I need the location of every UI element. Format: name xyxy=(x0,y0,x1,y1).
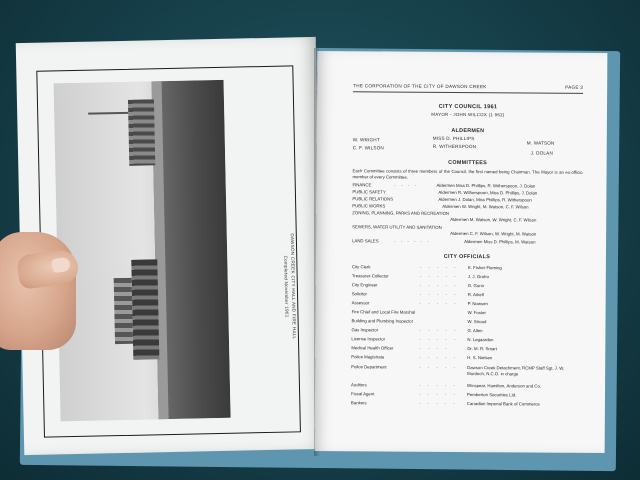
leader-dots: - - - - - xyxy=(418,400,458,406)
header-title: THE CORPORATION OF THE CITY OF DAWSON CREEK xyxy=(353,83,487,90)
committee-name: LAND SALES xyxy=(352,238,379,244)
official-role: Solicitor xyxy=(351,291,368,297)
official-row xyxy=(350,391,583,398)
official-row xyxy=(351,300,584,307)
official-name: W. Foster xyxy=(467,310,486,316)
official-name: J. J. Groho xyxy=(467,274,489,280)
official-role: Fire Chief and Local Fire Marshal xyxy=(351,309,416,315)
official-name: Canadian Imperial Bank of Commerce xyxy=(466,401,540,407)
alderman-name: R. WITHERSPOON xyxy=(432,143,477,150)
official-row xyxy=(350,400,583,407)
leader-dots: - - - - - xyxy=(419,273,459,279)
official-role: Fiscal Agent xyxy=(350,391,375,397)
photo-building-main xyxy=(131,259,159,360)
official-name: W. Stroud xyxy=(467,319,487,325)
official-row xyxy=(351,364,583,376)
leader-dots: - - - - - xyxy=(419,382,459,388)
leader-dots: - - - - - xyxy=(419,264,459,270)
page-number: PAGE 3 xyxy=(565,84,584,90)
committee-members: Aldermen R. Witherspoon, Miss D. Phillips, J. Dolan xyxy=(438,189,538,196)
official-row xyxy=(351,282,584,289)
official-name: P. Nowsen xyxy=(467,301,488,307)
committee-name: PUBLIC RELATIONS xyxy=(352,196,394,202)
hand xyxy=(0,232,76,350)
page-header xyxy=(353,81,583,94)
alderman-name: M. WATSON xyxy=(526,140,555,146)
official-name: G. Gunn xyxy=(467,283,485,289)
leader-dots: - - - - - xyxy=(419,354,459,360)
aldermen-title: ALDERMEN xyxy=(451,127,485,135)
official-name: Winspear, Hamilton, Anderson and Co. xyxy=(467,383,542,389)
official-name: G. Allen xyxy=(467,328,483,334)
official-row xyxy=(351,345,583,352)
official-role: City Clerk xyxy=(351,264,371,270)
leader-dots: - - - - - xyxy=(418,391,458,397)
official-role: Gas Inspector xyxy=(351,327,379,333)
city-hall-photo xyxy=(54,80,231,421)
official-name: H. S. Nielsen xyxy=(467,355,493,361)
committee-members: Aldermen J. Dolan, Miss Phillips, R. Witherspoon xyxy=(438,196,532,203)
committees-title: COMMITTEES xyxy=(448,159,488,167)
committee-name: SEWERS, WATER UTILITY AND SANITATION xyxy=(352,224,442,230)
official-name: R. Arkell xyxy=(467,292,484,298)
official-row xyxy=(351,264,584,271)
official-role: Treasurer-Collector xyxy=(351,273,389,279)
mayor-line: MAYOR - JOHN WILCOX (1 962) xyxy=(431,111,505,118)
committees-intro: Each Committee consists of three members of the Council, the first named being Chairman. The Mayor is an ex-officio member of every Committee. xyxy=(352,168,583,180)
officials-title: CITY OFFICIALS xyxy=(443,253,491,261)
photo-building-tower xyxy=(114,278,133,344)
council-title: CITY COUNCIL 1961 xyxy=(438,103,498,111)
committee-members: Aldermen Miss D. Phillips, R. Witherspoon, J. Dolan xyxy=(436,182,536,189)
leader-dots: - - - - - xyxy=(419,291,459,297)
committee-members: Aldermen Miss D. Phillips, M. Watson xyxy=(464,239,536,245)
committee-row xyxy=(352,238,584,247)
official-name: K. Fisher-Fleming xyxy=(467,265,502,271)
photo-building-top xyxy=(128,99,155,166)
official-row xyxy=(351,354,583,361)
leader-dots: - - - - xyxy=(394,182,418,188)
alderman-name: W. WRIGHT xyxy=(352,137,380,143)
official-name: Dr. M. R. Smart xyxy=(467,346,497,352)
committee-name: PUBLIC WORKS xyxy=(352,203,386,209)
photo-frame xyxy=(36,65,301,437)
official-row xyxy=(351,336,583,343)
committee-members: Aldermen C. F. Wilson, W. Wright, M. Watson xyxy=(450,230,537,237)
official-name: Pemberton Securities Ltd. xyxy=(466,392,517,398)
official-role: Medical Health Officer xyxy=(351,345,394,351)
alderman-name: J. DOLAN xyxy=(530,150,553,156)
official-role: Auditors xyxy=(351,382,367,388)
official-name: N. Legaarden xyxy=(467,337,494,343)
leader-dots: - - - - - xyxy=(419,282,459,288)
committee-name: FINANCE xyxy=(352,182,372,188)
leader-dots: - - - - xyxy=(419,345,450,351)
leader-dots: - - - - - xyxy=(419,364,459,370)
committee-name: PUBLIC SAFETY xyxy=(352,189,386,195)
official-row xyxy=(351,309,584,316)
official-row xyxy=(351,291,584,298)
official-name: Dawson Creek Detachment, RCMP Staff Sgt. J. W. Murdoch, N.C.O. in charge xyxy=(467,365,565,376)
official-role: Building and Plumbing Inspector xyxy=(351,318,414,324)
official-role: Police Magistrate xyxy=(351,354,385,360)
official-row xyxy=(351,327,583,334)
official-row xyxy=(351,273,584,280)
leader-dots: - - - - - xyxy=(419,336,459,342)
right-page xyxy=(315,51,608,453)
alderman-name: C. F. WILSON xyxy=(352,145,384,151)
official-role: City Engineer xyxy=(351,282,378,288)
official-row xyxy=(351,382,583,389)
official-role: Bankers xyxy=(350,400,367,406)
official-role: Assessor xyxy=(351,300,370,306)
photo-caption: DAWSON CREEK CITY HALL AND FIRE HALL Completed November 1961 xyxy=(283,233,297,340)
leader-dots: - - - - - xyxy=(419,327,459,333)
leader-dots: - - - - - - xyxy=(394,238,431,244)
official-role: Police Department xyxy=(351,364,387,370)
official-role: License Inspector xyxy=(351,336,386,342)
committee-members: Aldermen M. Watson, W. Wright, C. F. Wilson xyxy=(450,216,537,223)
official-row xyxy=(351,318,584,325)
leader-dots: - - - - - xyxy=(419,300,459,306)
committee-members: Aldermen W. Wright, M. Watson, C. F. Wilson xyxy=(442,203,529,210)
alderman-name: MISS D. PHILLIPS xyxy=(432,135,475,142)
committee-name: ZONING, PLANNING, PARKS AND RECREATION xyxy=(352,210,450,216)
